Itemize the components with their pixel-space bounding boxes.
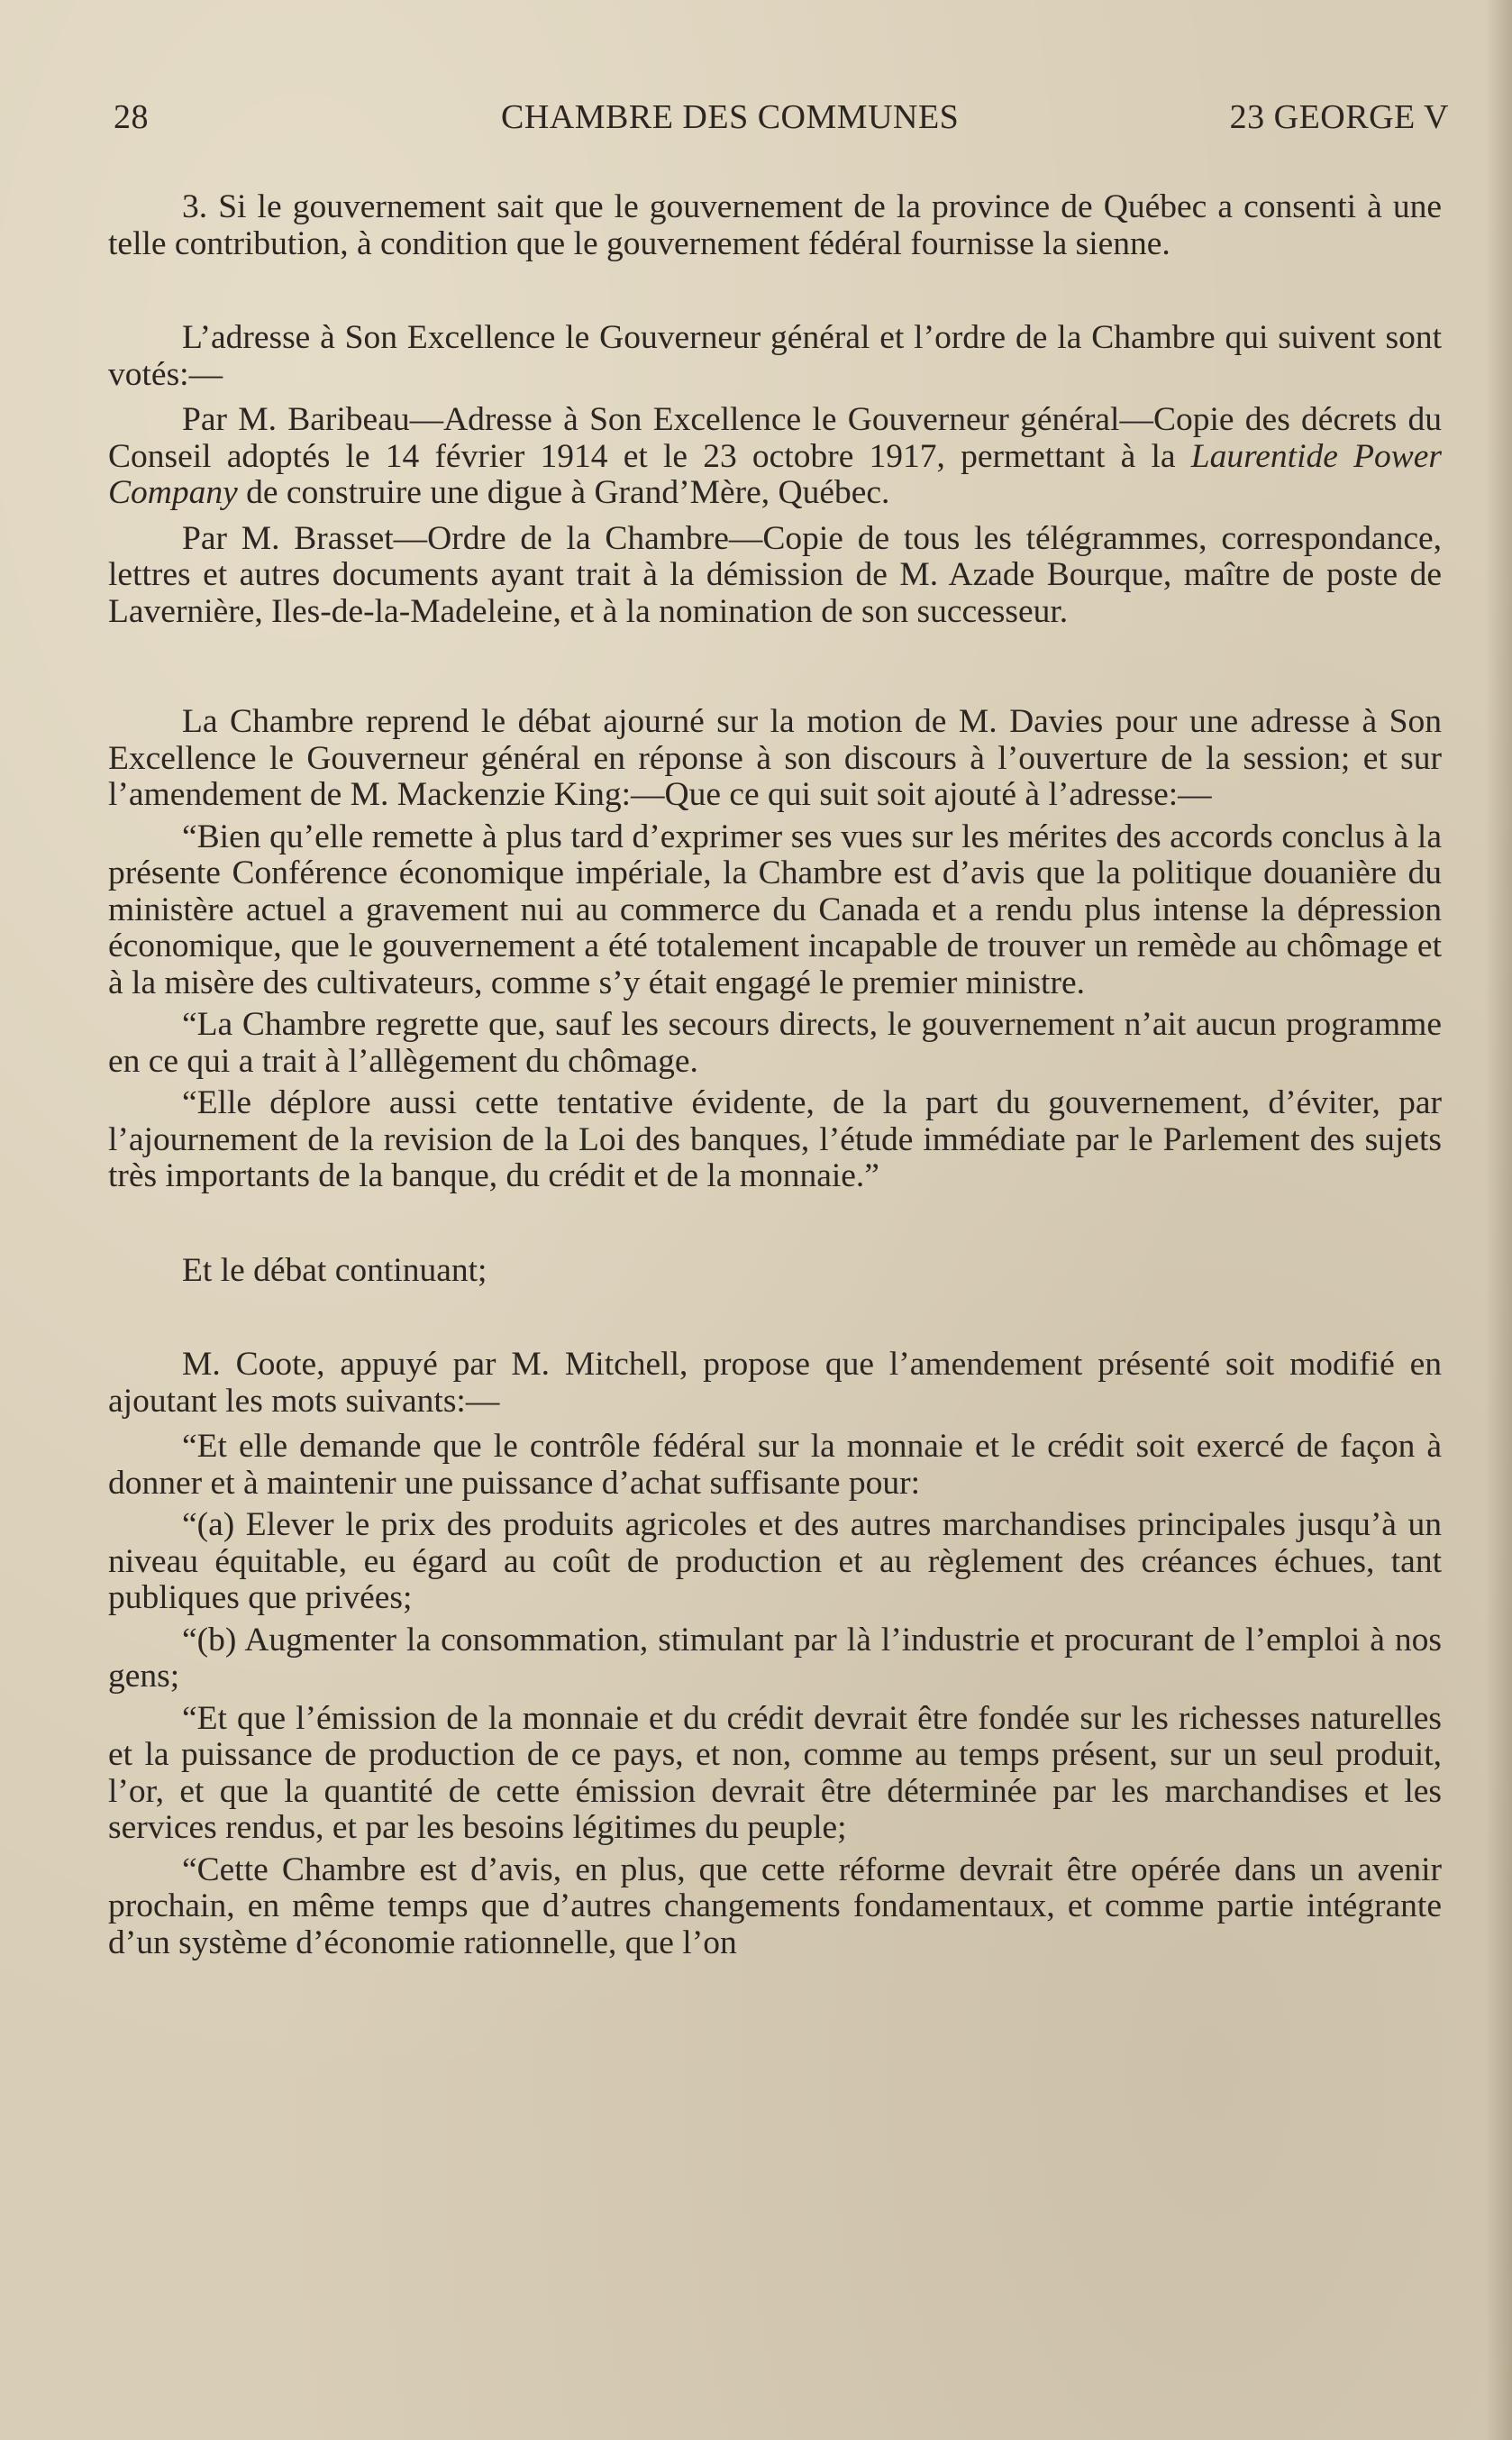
paragraph-votes-intro: L’adresse à Son Excellence le Gouverneur général et l’ordre de la Chambre qui suivent sont votés:— [108,319,1442,393]
paragraph-debate-continuing: Et le débat continuant; [182,1251,487,1289]
regnal-year: 23 GEORGE V [1229,98,1449,136]
paragraph-amendment-quote-2: “La Chambre regrette que, sauf les secours directs, le gouvernement n’ait aucun programme en ce qui a trait à l’allègement du chômage. [108,1006,1442,1080]
document-body [108,189,1442,1961]
paragraph-amendment-quote-1: “Bien qu’elle remette à plus tard d’exprimer ses vues sur les mérites des accords conclus à la présente Conférence économique impériale, la Chambre est d’avis que la politique douanière du ministère actuel a gravement nui au commerce du Canada et a rendu plus intense la dépression économique, que le gouvernement a été totalement incapable de trouver un remède au chômage et à la misère des cultivateurs, comme s’y était engagé le premier ministre. [108,818,1442,1001]
company-name: Laurentide Power Company [108,437,1442,511]
paragraph-brasset-order: Par M. Brasset—Ordre de la Chambre—Copie de tous les télégrammes, correspondance, lettres et autres documents ayant trait à la démission de M. Azade Bourque, maître de poste de Lavernière, Iles-de-la-Madeleine, et à la nomination de son successeur. [108,519,1442,630]
paragraph-subamendment-item-b: “(b) Augmenter la consommation, stimulant par là l’industrie et procurant de l’emploi à nos gens; [108,1621,1442,1695]
baribeau-text-end: de construire une digue à Grand’Mère, Québec. [237,474,890,511]
page-number: 28 [114,98,149,136]
baribeau-text-start: Par M. Baribeau—Adresse à Son Excellence le Gouverneur général—Copie des décrets du Conseil adoptés le 14 février 1914 et le 23 octobre 1917, permettant à la [108,401,1442,475]
running-title: CHAMBRE DES COMMUNES [501,98,960,136]
paragraph-baribeau-address [108,402,1442,512]
paragraph-amendment-quote-3: “Elle déplore aussi cette tentative évidente, de la part du gouvernement, d’éviter, par l’ajournement de la revision de la Loi des banques, l’étude immédiate par le Parlement des sujets très importants de la banque, du crédit et de la monnaie.” [108,1084,1442,1194]
paragraph-coote-motion: M. Coote, appuyé par M. Mitchell, propose que l’amendement présenté soit modifié en ajoutant les mots suivants:— [108,1346,1442,1420]
page-header [114,90,1449,144]
paragraph-subamendment-quote-1: “Et elle demande que le contrôle fédéral sur la monnaie et le crédit soit exercé de façon à donner et à maintenir une puissance d’achat suffisante pour: [108,1428,1442,1502]
page-edge-shadow [1485,0,1512,2440]
paragraph-debate-resumed: La Chambre reprend le débat ajourné sur la motion de M. Davies pour une adresse à Son Excellence le Gouverneur général en réponse à son discours à l’ouverture de la session; et sur l’amendement de M. Mackenzie King:—Que ce qui suit soit ajouté à l’adresse:— [108,703,1442,813]
paragraph-subamendment-quote-2: “Et que l’émission de la monnaie et du crédit devrait être fondée sur les richesses naturelles et la puissance de production de ce pays, et non, comme au temps présent, sur un seul produit, l’or, et que la quantité de cette émission devrait être déterminée par les marchandises et les services rendus, et par les besoins légitimes du peuple; [108,1699,1442,1846]
paragraph-question-3: 3. Si le gouvernement sait que le gouvernement de la province de Québec a consenti à une telle contribution, à condition que le gouvernement fédéral fournisse la sienne. [108,188,1442,262]
paragraph-subamendment-quote-3: “Cette Chambre est d’avis, en plus, que cette réforme devrait être opérée dans un avenir prochain, en même temps que d’autres changements fondamentaux, et comme partie intégrante d’un système d’économie rationnelle, que l’on [108,1851,1442,1961]
paragraph-subamendment-item-a: “(a) Elever le prix des produits agricoles et des autres marchandises principales jusqu’à un niveau équitable, eu égard au coût de production et au règlement des créances échues, tant publiques que privées; [108,1506,1442,1616]
